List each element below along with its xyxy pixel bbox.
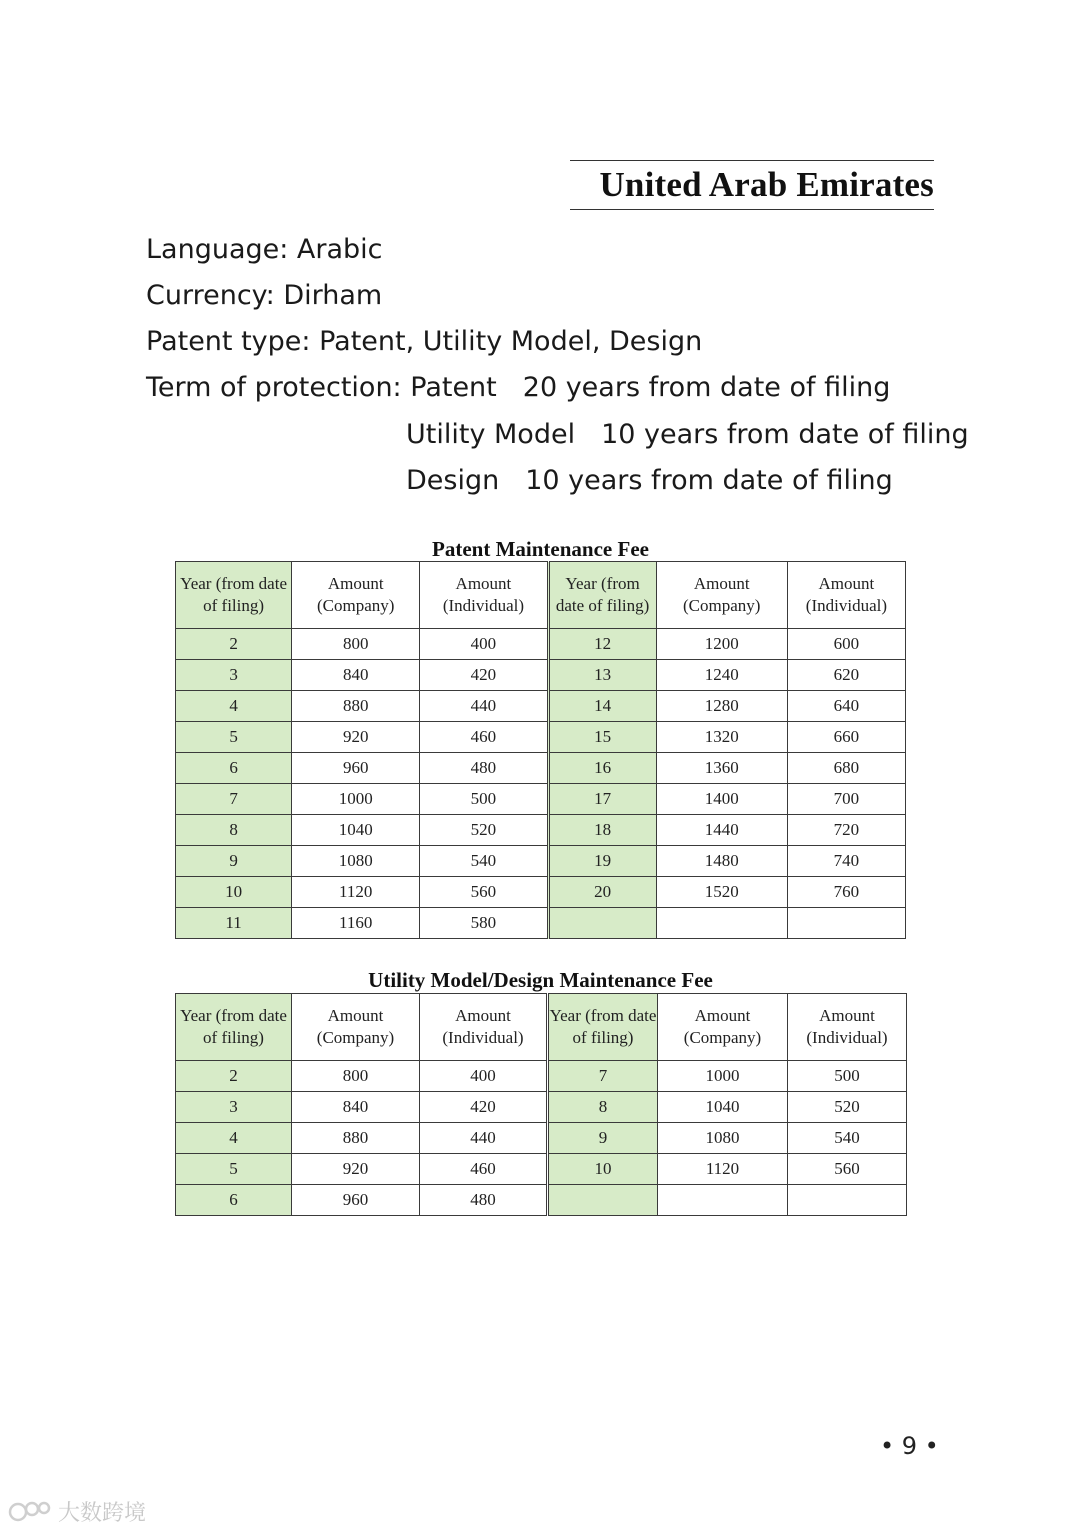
- amount-cell: 520: [420, 815, 548, 846]
- amount-cell: 560: [420, 877, 548, 908]
- table-row: [176, 722, 906, 753]
- amount-cell: 680: [787, 753, 905, 784]
- amount-cell: 480: [420, 1185, 548, 1216]
- column-header: Year (from date of filing): [176, 562, 292, 629]
- table-row: [176, 784, 906, 815]
- amount-cell: 1240: [656, 660, 787, 691]
- year-cell: 9: [176, 846, 292, 877]
- column-header: Amount (Company): [292, 994, 420, 1061]
- amount-cell: 1080: [658, 1123, 788, 1154]
- amount-cell: 880: [292, 691, 420, 722]
- patent-type-line: Patent type: Patent, Utility Model, Design: [146, 326, 703, 357]
- term-line-utility: [406, 421, 969, 448]
- year-cell: 8: [548, 1092, 658, 1123]
- year-cell: 7: [548, 1061, 658, 1092]
- amount-cell: 840: [292, 1092, 420, 1123]
- year-cell: 5: [176, 722, 292, 753]
- column-header: Amount (Company): [658, 994, 788, 1061]
- table-row: [176, 629, 906, 660]
- amount-cell: 400: [420, 1061, 548, 1092]
- amount-cell: 420: [420, 1092, 548, 1123]
- year-cell: 3: [176, 660, 292, 691]
- year-cell: 14: [548, 691, 656, 722]
- amount-cell: 400: [420, 629, 548, 660]
- term-type-design: Design: [406, 465, 500, 496]
- amount-cell: 560: [788, 1154, 907, 1185]
- amount-cell: 440: [420, 691, 548, 722]
- year-cell: 7: [176, 784, 292, 815]
- amount-cell: 960: [292, 753, 420, 784]
- amount-cell: 1280: [656, 691, 787, 722]
- year-cell: [548, 1185, 658, 1216]
- table-row: [176, 660, 906, 691]
- term-line-design: [406, 467, 893, 494]
- year-cell: 5: [176, 1154, 292, 1185]
- year-cell: 19: [548, 846, 656, 877]
- column-header: Amount (Individual): [788, 994, 907, 1061]
- column-header: Year (from date of filing): [548, 994, 658, 1061]
- amount-cell: 800: [292, 629, 420, 660]
- amount-cell: 1120: [658, 1154, 788, 1185]
- amount-cell: 500: [420, 784, 548, 815]
- amount-cell: 1000: [292, 784, 420, 815]
- year-cell: 16: [548, 753, 656, 784]
- title-block: [570, 160, 934, 210]
- year-cell: 2: [176, 1061, 292, 1092]
- language-line: Language: Arabic: [146, 234, 383, 265]
- year-cell: 9: [548, 1123, 658, 1154]
- year-cell: 12: [548, 629, 656, 660]
- column-header: Amount (Individual): [420, 562, 548, 629]
- year-cell: 10: [548, 1154, 658, 1185]
- column-header: Year (from date of filing): [176, 994, 292, 1061]
- amount-cell: 1520: [656, 877, 787, 908]
- year-cell: 2: [176, 629, 292, 660]
- amount-cell: 1200: [656, 629, 787, 660]
- amount-cell: 460: [420, 1154, 548, 1185]
- table-row: [176, 815, 906, 846]
- amount-cell: 1040: [292, 815, 420, 846]
- term-duration-patent: 20 years from date of filing: [522, 372, 891, 403]
- year-cell: 10: [176, 877, 292, 908]
- year-cell: 4: [176, 691, 292, 722]
- amount-cell: [787, 908, 905, 939]
- column-header: Amount (Individual): [420, 994, 548, 1061]
- amount-cell: 960: [292, 1185, 420, 1216]
- amount-cell: 520: [788, 1092, 907, 1123]
- table-row: [176, 846, 906, 877]
- amount-cell: 920: [292, 1154, 420, 1185]
- term-type-utility: Utility Model: [406, 419, 576, 450]
- amount-cell: 1400: [656, 784, 787, 815]
- year-cell: 6: [176, 753, 292, 784]
- table-row: [176, 1154, 907, 1185]
- table-header-row: [176, 562, 906, 629]
- amount-cell: 740: [787, 846, 905, 877]
- page-title: United Arab Emirates: [599, 165, 934, 204]
- year-cell: 20: [548, 877, 656, 908]
- amount-cell: 920: [292, 722, 420, 753]
- column-header: Year (from date of filing): [548, 562, 656, 629]
- amount-cell: 500: [788, 1061, 907, 1092]
- amount-cell: 460: [420, 722, 548, 753]
- table-row: [176, 1185, 907, 1216]
- amount-cell: 540: [420, 846, 548, 877]
- watermark: [8, 1496, 146, 1527]
- amount-cell: [788, 1185, 907, 1216]
- amount-cell: 600: [787, 629, 905, 660]
- year-cell: 11: [176, 908, 292, 939]
- column-header: Amount (Individual): [787, 562, 905, 629]
- amount-cell: 480: [420, 753, 548, 784]
- term-line-patent: [146, 374, 890, 401]
- year-cell: 17: [548, 784, 656, 815]
- watermark-text: 大数跨境: [58, 1501, 147, 1526]
- amount-cell: 640: [787, 691, 905, 722]
- page-number: • 9 •: [880, 1432, 939, 1460]
- amount-cell: 1160: [292, 908, 420, 939]
- table-row: [176, 753, 906, 784]
- amount-cell: 800: [292, 1061, 420, 1092]
- year-cell: 4: [176, 1123, 292, 1154]
- table-row: [176, 691, 906, 722]
- year-cell: 3: [176, 1092, 292, 1123]
- amount-cell: [656, 908, 787, 939]
- amount-cell: 1480: [656, 846, 787, 877]
- term-type-patent: Patent: [410, 372, 497, 403]
- table-row: [176, 1092, 907, 1123]
- amount-cell: 580: [420, 908, 548, 939]
- column-header: Amount (Company): [292, 562, 420, 629]
- year-cell: [548, 908, 656, 939]
- year-cell: 8: [176, 815, 292, 846]
- year-cell: 18: [548, 815, 656, 846]
- utility-fee-table: [175, 993, 907, 1216]
- amount-cell: 660: [787, 722, 905, 753]
- table-row: [176, 908, 906, 939]
- patent-fee-table: [175, 561, 906, 939]
- amount-cell: [658, 1185, 788, 1216]
- amount-cell: 1120: [292, 877, 420, 908]
- term-duration-utility: 10 years from date of filing: [601, 419, 969, 450]
- table-row: [176, 877, 906, 908]
- table-row: [176, 1061, 907, 1092]
- amount-cell: 880: [292, 1123, 420, 1154]
- column-header: Amount (Company): [656, 562, 787, 629]
- amount-cell: 540: [788, 1123, 907, 1154]
- amount-cell: 760: [787, 877, 905, 908]
- amount-cell: 1080: [292, 846, 420, 877]
- amount-cell: 620: [787, 660, 905, 691]
- amount-cell: 720: [787, 815, 905, 846]
- year-cell: 15: [548, 722, 656, 753]
- amount-cell: 840: [292, 660, 420, 691]
- patent-table-caption: Patent Maintenance Fee: [432, 537, 649, 561]
- amount-cell: 700: [787, 784, 905, 815]
- amount-cell: 1040: [658, 1092, 788, 1123]
- amount-cell: 440: [420, 1123, 548, 1154]
- table-header-row: [176, 994, 907, 1061]
- year-cell: 13: [548, 660, 656, 691]
- term-label: Term of protection:: [146, 372, 402, 403]
- amount-cell: 420: [420, 660, 548, 691]
- currency-line: Currency: Dirham: [146, 280, 383, 311]
- utility-table-caption: Utility Model/Design Maintenance Fee: [368, 968, 713, 992]
- amount-cell: 1440: [656, 815, 787, 846]
- watermark-logo-icon: [8, 1499, 52, 1525]
- term-duration-design: 10 years from date of filing: [525, 465, 893, 496]
- amount-cell: 1320: [656, 722, 787, 753]
- amount-cell: 1000: [658, 1061, 788, 1092]
- amount-cell: 1360: [656, 753, 787, 784]
- table-row: [176, 1123, 907, 1154]
- year-cell: 6: [176, 1185, 292, 1216]
